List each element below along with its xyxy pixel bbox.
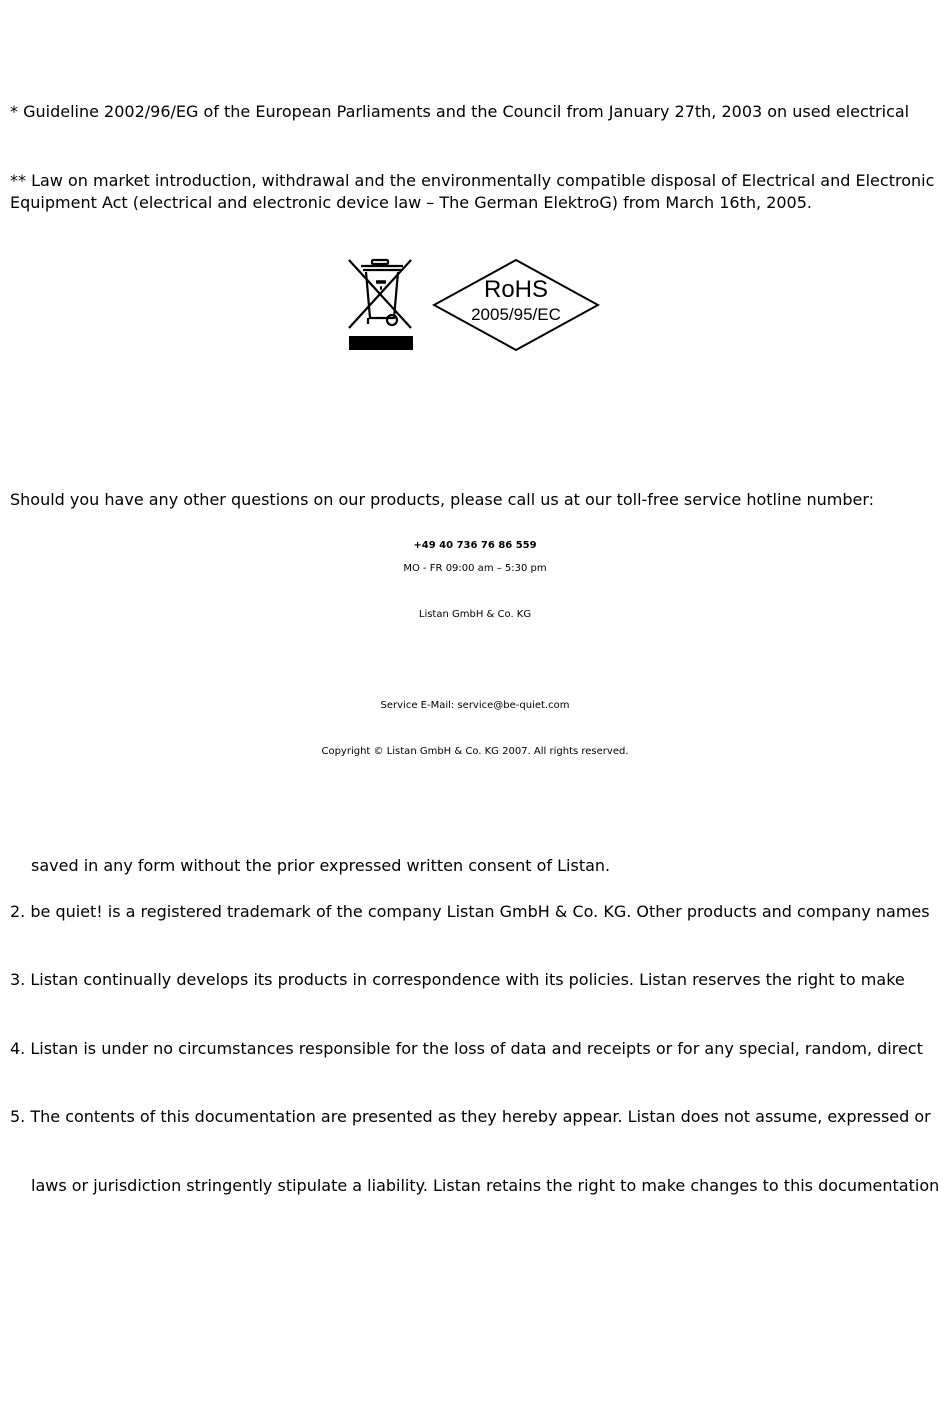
legal-item-2: 2. be quiet! is a registered trademark of the company Listan GmbH & Co. KG. Other products and company names bbox=[10, 902, 930, 921]
legal-item-3: 3. Listan continually develops its products in correspondence with its policies. Listan reserves the right to make bbox=[10, 970, 905, 989]
legal-item-1-continuation: saved in any form without the prior expressed written consent of Listan. bbox=[31, 856, 611, 875]
legal-item-5-continuation: laws or jurisdiction stringently stipulate a liability. Listan retains the right to make changes to this documentation bbox=[31, 1176, 940, 1195]
service-hours: MO - FR 09:00 am – 5:30 pm bbox=[403, 563, 547, 574]
guideline-footnote: * Guideline 2002/96/EG of the European Parliaments and the Council from January 27th, 2003 on used electrical bbox=[10, 102, 910, 121]
law-footnote-line1: ** Law on market introduction, withdrawal and the environmentally compatible disposal of Electrical and Electronic bbox=[10, 171, 935, 190]
legal-item-4: 4. Listan is under no circumstances responsible for the loss of data and receipts or for any special, random, direct bbox=[10, 1039, 923, 1058]
contact-intro: Should you have any other questions on our products, please call us at our toll-free service hotline number: bbox=[10, 490, 875, 509]
legal-item-5: 5. The contents of this documentation are presented as they hereby appear. Listan does not assume, expressed or bbox=[10, 1107, 931, 1126]
crossed-out-wheelie-bin-icon bbox=[347, 256, 415, 352]
service-email: Service E-Mail: service@be-quiet.com bbox=[380, 700, 570, 711]
hotline-number: +49 40 736 76 86 559 bbox=[413, 540, 537, 551]
rohs-directive: 2005/95/EC bbox=[471, 305, 561, 324]
law-footnote-line2: Equipment Act (electrical and electronic device law – The German ElektroG) from March 16th, 2005. bbox=[10, 193, 812, 212]
rohs-logo bbox=[432, 258, 600, 352]
copyright-notice: Copyright © Listan GmbH & Co. KG 2007. All rights reserved. bbox=[321, 746, 629, 757]
rohs-title: RoHS bbox=[483, 276, 549, 303]
company-name: Listan GmbH & Co. KG bbox=[418, 609, 532, 620]
